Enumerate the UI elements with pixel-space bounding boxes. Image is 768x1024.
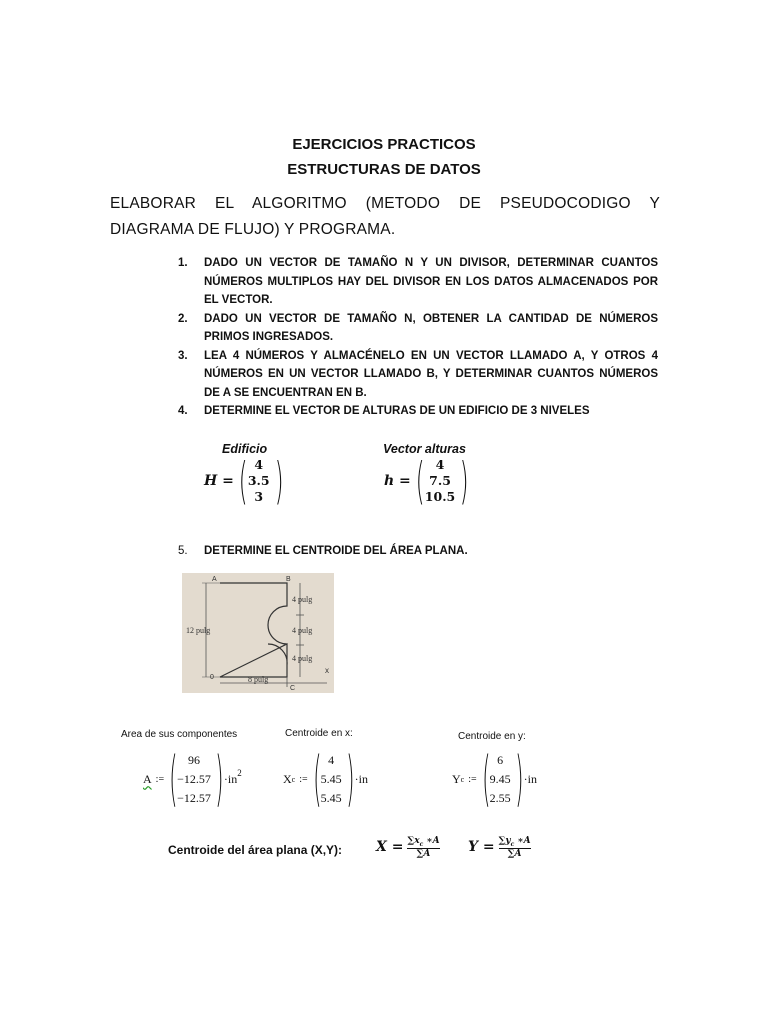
exercise-number: 5. (178, 545, 188, 557)
area-vector: A := ( 96 −12.57 −12.57 ) · in $^2$ (143, 744, 242, 814)
area-value: 96 (187, 752, 200, 767)
xc-unit: in (358, 771, 368, 786)
xc-values (320, 751, 343, 808)
yc-subscript: c (460, 774, 465, 784)
yc-value: 9.45 (489, 771, 511, 786)
x-axis-label: x (325, 666, 329, 675)
x-formula (376, 836, 440, 859)
exercise-item-1 (178, 254, 658, 310)
dimension-label-2: 4 pulg (292, 626, 313, 635)
area-var: A (143, 771, 152, 786)
xc-value: 5.45 (320, 790, 342, 805)
vector-value: 4 (254, 457, 264, 472)
dimension-label-1: 4 pulg (292, 595, 313, 604)
left-dimension-label: 12 pulg (186, 626, 211, 635)
area-unit: in (227, 771, 238, 786)
exercise-text: DADO UN VECTOR DE TAMAÑO N Y UN DIVISOR, DETERMINAR CUANTOS NÚMEROS MULTIPLOS HAY DEL DIVISOR EN LOS DATOS ALMACENADOS POR EL VECTOR. (204, 257, 658, 306)
corner-c-label: C (290, 685, 296, 692)
y-numerator-tail: ∗A (514, 836, 531, 846)
exercise-item-3 (178, 347, 658, 403)
area-value: −12.57 (177, 790, 211, 805)
alturas-var: h = (384, 473, 411, 489)
vector-value: 3 (254, 489, 264, 504)
document-subtitle: ESTRUCTURAS DE DATOS (287, 161, 481, 178)
exercise-text: DADO UN VECTOR DE TAMAÑO N, OBTENER LA CANTIDAD DE NÚMEROS PRIMOS INGRESADOS. (204, 312, 658, 343)
left-paren: ( (415, 452, 425, 510)
plane-area-figure (182, 573, 334, 693)
y-formula-var: Y = (468, 839, 495, 856)
document-title: EJERCICIOS PRACTICOS (292, 136, 476, 153)
xc-subscript: c (291, 774, 296, 784)
x-denominator: ∑A (416, 848, 431, 859)
edificio-var: H = (204, 473, 234, 489)
xc-value: 5.45 (320, 771, 342, 786)
xc-vector: X c := ( 4 5.45 5.45 ) · in (283, 744, 368, 814)
bottom-dimension-label: 8 pulg (248, 675, 269, 684)
exercise-number: 2. (178, 312, 188, 325)
yc-unit: in (527, 771, 537, 786)
assign-operator: := (155, 773, 165, 785)
yc-vector: Y c := ( 6 9.45 2.55 ) · in (452, 744, 537, 814)
x-numerator-sub: c (419, 840, 424, 848)
edificio-label: Edificio (222, 442, 268, 456)
y-numerator: ∑y (498, 836, 511, 846)
y-formula (468, 836, 531, 859)
x-numerator: ∑x (407, 836, 420, 846)
exercise-text: LEA 4 NÚMEROS Y ALMACÉNELO EN UN VECTOR LLAMADO A, Y OTROS 4 NÚMEROS EN UN VECTOR LLAMADO B, Y DETERMINAR CUANTOS NÚMEROS DE A SE ENCUENTRAN EN B. (204, 349, 658, 399)
exercise-number: 4. (178, 405, 188, 417)
exercise-item-2 (178, 310, 658, 347)
centroid-x-label: Centroide en x: (285, 728, 353, 739)
exercise-list (178, 254, 658, 421)
corner-b-label: B (286, 576, 291, 583)
vector-value: 3.5 (247, 473, 270, 488)
corner-a-label: A (212, 576, 217, 583)
y-numerator-sub: c (510, 840, 515, 848)
area-unit-exponent: 2 (237, 768, 242, 778)
dimension-label-3: 4 pulg (292, 654, 313, 663)
left-paren: ( (238, 452, 248, 510)
alturas-label: Vector alturas (383, 442, 466, 456)
vector-value: 4 (435, 457, 445, 472)
edificio-values (246, 457, 272, 505)
assign-operator: := (468, 773, 477, 785)
origin-label: 0 (210, 674, 214, 681)
x-formula-var: X = (376, 839, 404, 856)
area-components-label: Area de sus componentes (121, 729, 238, 740)
vector-value: 7.5 (429, 473, 451, 488)
edificio-vector (204, 452, 284, 510)
xc-var: X (283, 771, 292, 786)
xc-value: 4 (328, 752, 335, 767)
intro-paragraph: ELABORAR EL ALGORITMO (METODO DE PSEUDOCODIGO Y DIAGRAMA DE FLUJO) Y PROGRAMA. (110, 195, 660, 238)
centroid-formula-label: Centroide del área plana (X,Y): (168, 843, 343, 857)
x-fraction (407, 836, 439, 859)
y-fraction (499, 836, 531, 859)
alturas-vector (384, 452, 469, 510)
alturas-values (423, 457, 457, 505)
y-denominator: ∑A (507, 848, 522, 859)
exercise-number: 3. (178, 349, 188, 362)
x-numerator-tail: ∗A (423, 836, 440, 846)
right-paren: ) (460, 452, 469, 510)
yc-value: 6 (497, 752, 504, 767)
vector-value: 10.5 (424, 489, 456, 504)
yc-var: Y (452, 771, 461, 786)
exercise-text: DETERMINE EL VECTOR DE ALTURAS DE UN EDIFICIO DE 3 NIVELES (204, 405, 590, 417)
exercise-text: DETERMINE EL CENTROIDE DEL ÁREA PLANA. (204, 545, 468, 557)
exercise-item-4 (178, 402, 658, 421)
yc-values (489, 751, 512, 808)
exercise-number: 1. (178, 257, 188, 269)
area-value: −12.57 (177, 771, 211, 786)
right-paren: ) (274, 452, 284, 510)
yc-value: 2.55 (489, 790, 511, 805)
centroid-y-label: Centroide en y: (458, 731, 526, 742)
exercise-item-5 (178, 542, 658, 561)
assign-operator: := (299, 773, 308, 785)
area-values (176, 751, 212, 808)
